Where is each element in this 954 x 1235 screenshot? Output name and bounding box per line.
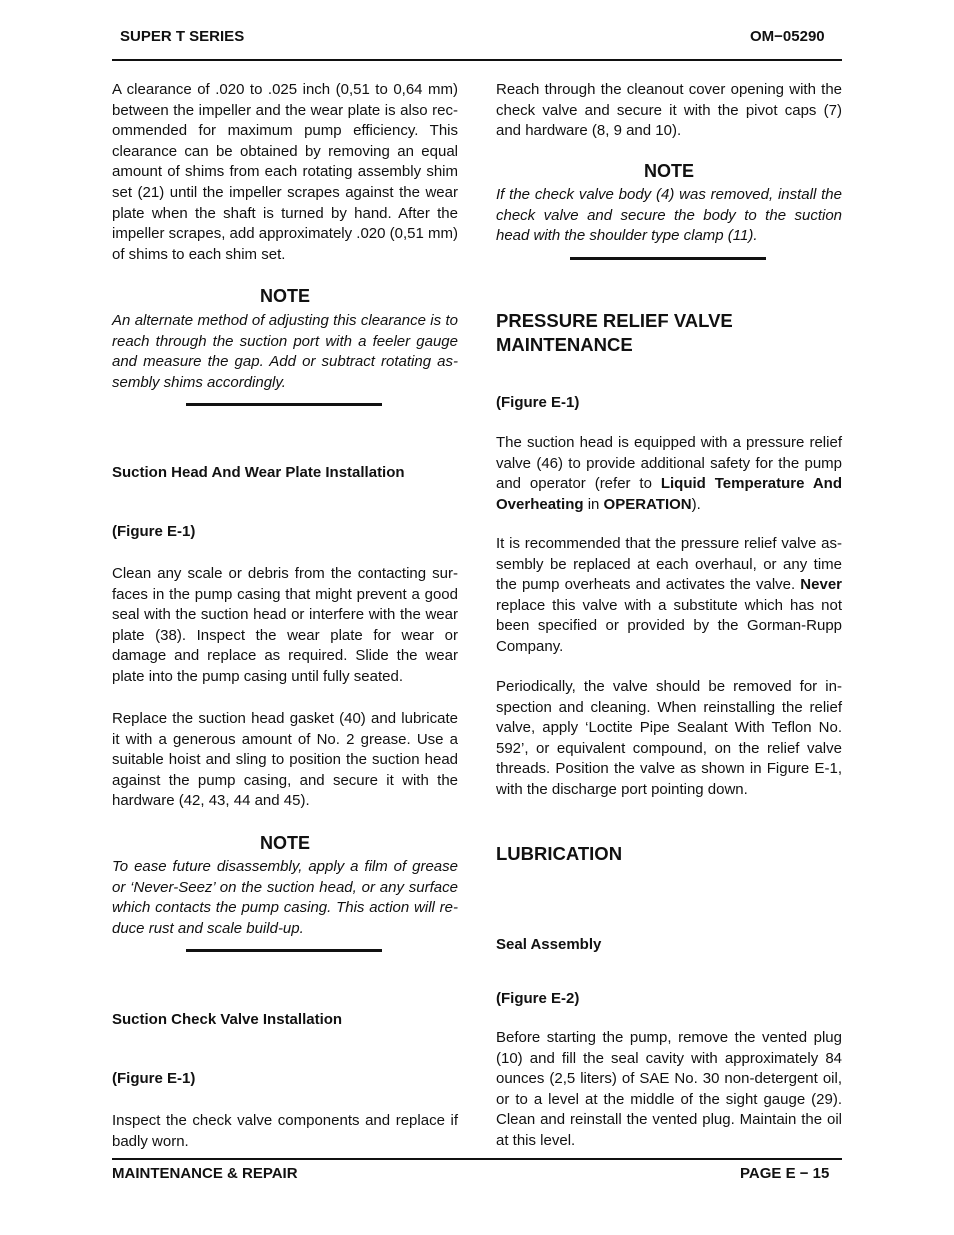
body-paragraph: Clean any scale or debris from the contacting surfaces in the pump casing that might prevent a good seal with the suction head or interfere with the wear plate (38). Inspect the wear plate for wear or damage and replace as required. Slide the wear plate into the pump casing until fully seated. — [112, 565, 458, 685]
running-footer-left: MAINTENANCE & REPAIR — [112, 1165, 298, 1182]
figure-reference: (Figure E-1) — [112, 1070, 196, 1087]
body-paragraph: Reach through the cleanout cover opening with the check valve and secure it with the pivot caps (7) and hardware (8, 9 and 10). — [496, 81, 842, 140]
body-paragraph: Before starting the pump, remove the vented plug (10) and fill the seal cavity with approximately 84 ounces (2,5 liters) of SAE No. 30 non-detergent oil, or to a level at the middle of the sight gauge (29). Clean and reinstall the vented plug. Maintain the oil at this level. — [496, 1029, 842, 1149]
running-header-right: OM−05290 — [750, 28, 825, 45]
section-subheading: Suction Head And Wear Plate Installation — [112, 464, 405, 481]
figure-reference: (Figure E-1) — [496, 394, 580, 411]
note-body: If the check valve body (4) was removed, install the check valve and secure the body to the suction head with the shoulder type clamp (11). — [496, 186, 842, 245]
note-end-bar — [186, 403, 382, 406]
note-title: NOTE — [259, 833, 310, 853]
footer-rule — [112, 1158, 842, 1160]
note-body: To ease future disassembly, apply a film of grease or ‘Never-Seez’ on the suction head, or any surface which contacts the pump casing. This action will reduce rust and scale build-up. — [112, 858, 458, 937]
note-end-bar — [570, 257, 766, 260]
body-paragraph: Periodically, the valve should be removed for inspection and cleaning. When reinstalling the relief valve, apply ‘Loctite Pipe Sealant With Teflon No. 592’, or equivalent compound, on the relief valve threads. Position the valve as shown in Figure E-1, with the discharge port pointing down. — [496, 678, 842, 798]
section-subheading: Seal Assembly — [496, 936, 602, 953]
clearance-paragraph: A clearance of .020 to .025 inch (0,51 to 0,64 mm) between the impeller and the wear plate is also recommended for maximum pump efficiency. This clearance can be obtained by removing an equal amount of shims from each rotating assembly shim set (21) until the impeller scrapes against the wear plate when the shaft is turned by hand. After the impeller scrapes, add approximately .020 (0,51 mm) of shims to each shim set. — [112, 81, 458, 263]
section-subheading: Suction Check Valve Installation — [112, 1011, 343, 1028]
note-body: An alternate method of adjusting this clearance is to reach through the suction port with a feeler gauge and measure the gap. Add or subtract rotating assembly shims accordingly. — [112, 312, 458, 391]
section-heading: PRESSURE RELIEF VALVE MAINTENANCE — [496, 310, 733, 355]
body-paragraph: The suction head is equipped with a pressure relief valve (46) to provide additional safety for the pump and operator (refer to Liquid Temperature And Overheating in OPERATION). — [496, 434, 842, 513]
note-title: NOTE — [643, 161, 694, 181]
figure-reference: (Figure E-1) — [112, 523, 196, 540]
body-paragraph: It is recommended that the pressure relief valve assembly be replaced at each overhaul, or any time the pump overheats and activates the valve. Never replace this valve with a substitute which has not been specified or provided by the Gorman-Rupp Company. — [496, 535, 842, 655]
body-paragraph: Inspect the check valve components and replace if badly worn. — [112, 1112, 458, 1150]
note-title: NOTE — [259, 286, 310, 306]
body-paragraph: Replace the suction head gasket (40) and lubricate it with a generous amount of No. 2 grease. Use a suitable hoist and sling to position the suction head against the pump casing, and secure it with the hardware (42, 43, 44 and 45). — [112, 710, 458, 810]
figure-reference: (Figure E-2) — [496, 990, 580, 1007]
note-end-bar — [186, 949, 382, 952]
running-header-left: SUPER T SERIES — [120, 28, 245, 45]
section-heading: LUBRICATION — [496, 843, 623, 864]
header-rule — [112, 59, 842, 61]
page-number: PAGE E − 15 — [740, 1165, 830, 1182]
